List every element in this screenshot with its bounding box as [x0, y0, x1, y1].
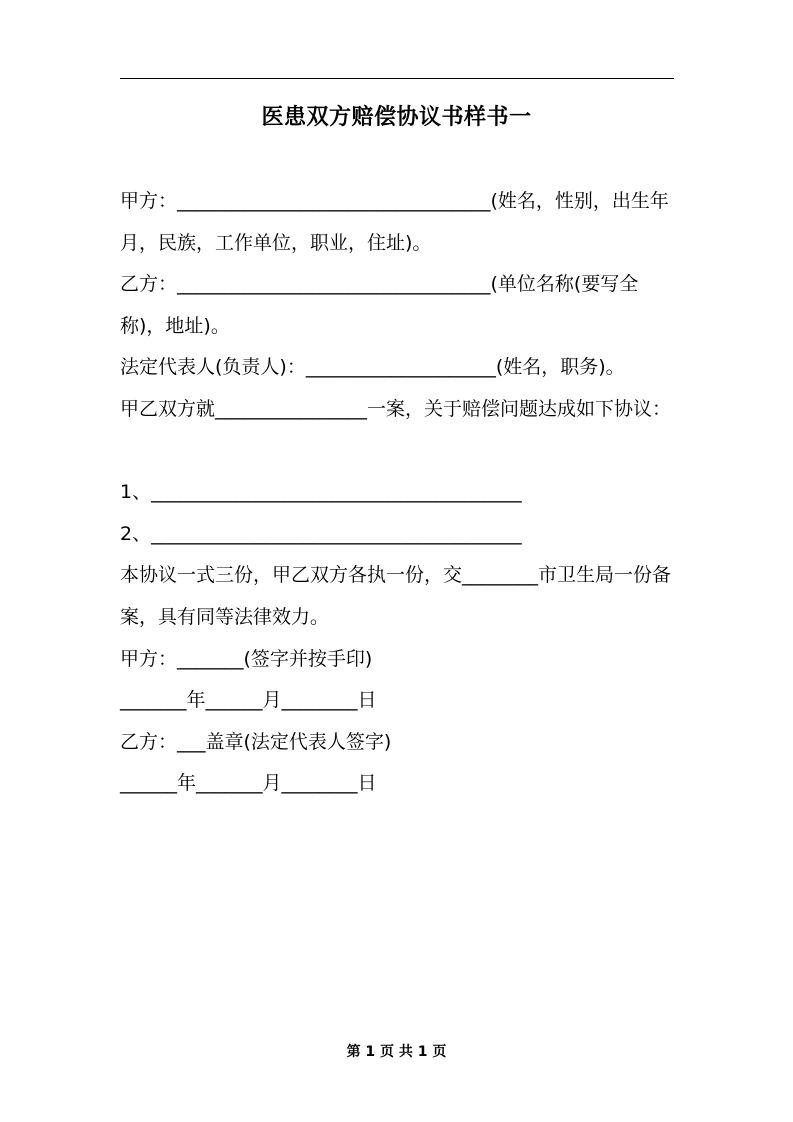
party-b-signature-line: 乙方：___盖章(法定代表人签字) — [120, 730, 392, 753]
page-indicator: 第 1 页 共 1 页 — [346, 1044, 447, 1060]
legal-representative-line: 法定代表人(负责人)：____________________(姓名，职务)。 — [120, 356, 625, 379]
party-b-date-line: ______年_______月________日 — [120, 772, 377, 795]
copies-line: 本协议一式三份，甲乙双方各执一份，交________市卫生局一份备案，具有同等法律效力。 — [120, 564, 672, 628]
blank-line — [120, 431, 680, 473]
party-a-line: 甲方：_________________________________(姓名，性别，出生年月，民族，工作单位，职业，住址)。 — [120, 190, 669, 254]
header-rule — [120, 78, 674, 79]
party-b-line: 乙方：_________________________________(单位名称(要写全称)，地址)。 — [120, 273, 639, 337]
document-body — [120, 181, 680, 805]
case-line: 甲乙双方就________________一案，关于赔偿问题达成如下协议： — [120, 397, 672, 420]
agreement-item-1: 1、_______________________________________ — [120, 481, 522, 504]
party-a-signature-line: 甲方：_______(签字并按手印) — [120, 647, 373, 670]
party-a-date-line: _______年______月________日 — [120, 689, 377, 712]
agreement-item-2: 2、_______________________________________ — [120, 522, 522, 545]
document-title: 医患双方赔偿协议书样书一 — [261, 105, 532, 130]
